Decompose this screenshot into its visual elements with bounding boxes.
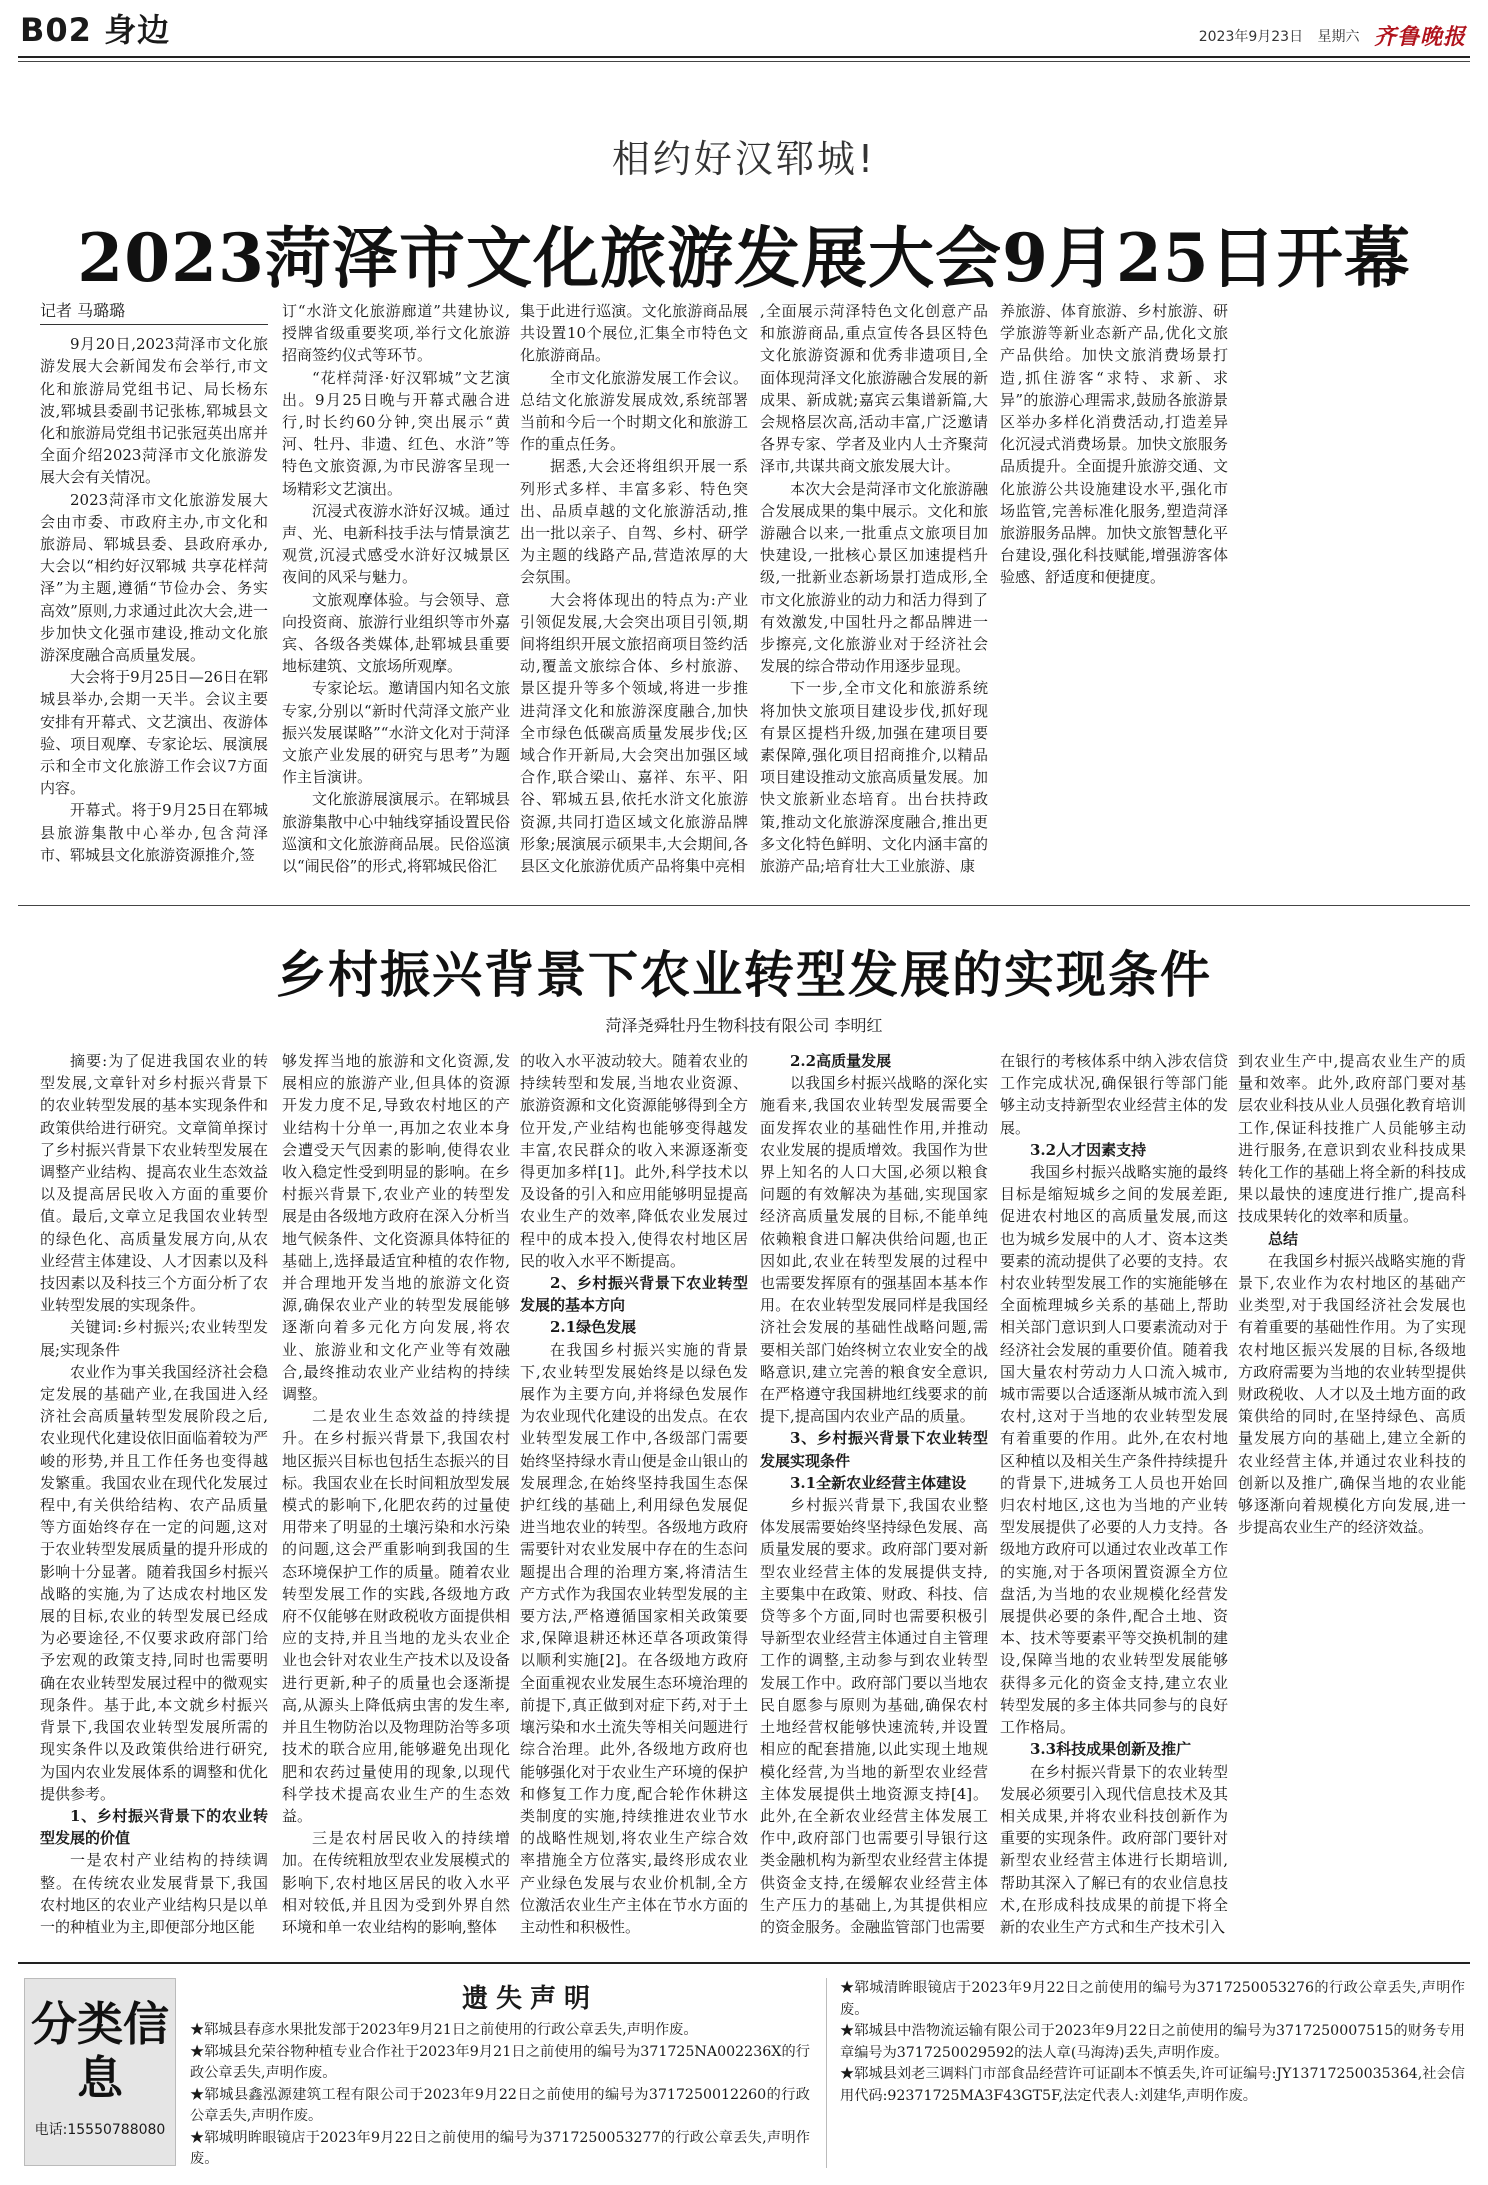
notice-item: ★郓城县允荣谷物种植专业合作社于2023年9月21日之前使用的编号为371725NA002236X的行政公章丢失,声明作废。 xyxy=(190,2043,810,2081)
lost-notice-title: 遗失声明 xyxy=(461,1984,598,2014)
header-rule xyxy=(18,56,1470,58)
issue-weekday: 星期六 xyxy=(1317,29,1360,45)
article1-paragraph: 专家论坛。邀请国内知名文旅专家,分别以“新时代菏泽文旅产业振兴发展谋略”“水浒文化对于菏泽文旅产业发展的研究与思考”为题作主旨演讲。 xyxy=(282,679,510,787)
notice-column-left xyxy=(190,2020,810,2171)
article2-subheading: 3.3科技成果创新及推广 xyxy=(1030,1740,1192,1759)
notice-item: ★郓城县中浩物流运输有限公司于2023年9月22日之前使用的编号为3717250007515的财务专用章编号为3717250029592的法人章(马海涛)丢失,声明作废。 xyxy=(840,2023,1465,2061)
classifieds-title: 分类信息 xyxy=(31,1997,169,2105)
article2-paragraph-cont: 在银行的考核体系中纳入涉农信贷工作完成状况,确保银行等部门能够主动支持新型农业经营主体的发展。 xyxy=(1000,1052,1228,1137)
article2-subheading: 3.2人才因素支持 xyxy=(1030,1140,1147,1159)
article1-kicker: 相约好汉郓城! xyxy=(611,137,877,181)
article2-paragraph: 农业作为事关我国经济社会稳定发展的基础产业,在我国进入经济社会高质量转型发展阶段之后,农业现代化建设依旧面临着较为严峻的形势,并且工作任务也变得越发繁重。我国农业在现代化发展过程中,有关供给结构、农产品质量等方面始终存在一定的问题,这对于农业转型发展质量的提升形成的影响十分显著。随着我国乡村振兴战略的实施,为了达成农村地区发展的目标,农业的转型发展已经成为必要途径,不仅要求政府部门给予宏观的政策支持,同时也需要明确在农业转型发展过程中的微观实现条件。基于此,本文就乡村振兴背景下,我国农业转型发展所需的现实条件以及政策供给进行研究,为国内农业发展体系的调整和优化提供参考。 xyxy=(40,1362,268,1803)
text-column xyxy=(1000,1050,1228,1950)
article1-paragraph: 大会将于9月25日—26日在郓城县举办,会期一天半。会议主要安排有开幕式、文艺演出、夜游体验、项目观摩、专家论坛、展演展示和全市文化旅游工作会议7方面内容。 xyxy=(40,668,268,798)
article2-paragraph: 关键词:乡村振兴;农业转型发展;实现条件 xyxy=(40,1318,268,1359)
article1-paragraph: 本次大会是菏泽市文化旅游融合发展成果的集中展示。文化和旅游融合以来,一批重点文旅项目加快建设,一批核心景区加速提档升级,一批新业态新场景打造成形,全市文化旅游业的动力和活力得到了有效激发,中国牡丹之都品牌进一步擦亮,文化旅游业对于经济社会发展的综合带动作用逐步显现。 xyxy=(760,479,988,676)
notice-item: ★郓城县春彦水果批发部于2023年9月21日之前使用的行政公章丢失,声明作废。 xyxy=(190,2022,698,2038)
article2-subheading: 3.1全新农业经营主体建设 xyxy=(790,1473,967,1492)
notice-item: ★郓城县刘老三调料门市部食品经营许可证副本不慎丢失,许可证编号:JY13717250035364,社会信用代码:92371725MA3F43GT5F,法定代表人:刘建华,声明作废。 xyxy=(840,2066,1465,2104)
article2-paragraph: 摘要:为了促进我国农业的转型发展,文章针对乡村振兴背景下的农业转型发展的基本实现条件和政策供给进行研究。文章简单探讨了乡村振兴背景下农业转型发展在调整产业结构、提高农业生态效益以及提高居民收入方面的重要价值。最后,文章立足我国农业转型的绿色化、高质量发展方向,从农业经营主体建设、人才因素以及科技因素以及科技三个方面分析了农业转型发展的实现条件。 xyxy=(40,1052,268,1315)
article1-paragraph: 全市文化旅游发展工作会议。总结文化旅游发展成效,系统部署当前和今后一个时期文化和旅游工作的重点任务。 xyxy=(520,368,748,454)
article1-paragraph-cont: 集于此进行巡演。文化旅游商品展共设置10个展位,汇集全市特色文化旅游商品。 xyxy=(520,302,748,365)
article2-headline: 乡村振兴背景下农业转型发展的实现条件 xyxy=(276,945,1212,1004)
article2-paragraph: 以我国乡村振兴战略的深化实施看来,我国农业转型发展需要全面发挥农业的基础性作用,并推动农业发展的提质增效。我国作为世界上知名的人口大国,必须以粮食问题的有效解决为基础,实现国家经济高质量发展的目标,不能单纯依赖粮食进口解决供给问题,也正因如此,农业在转型发展的过程中也需要发挥原有的强基固本基本作用。在农业转型发展同样是我国经济社会发展的基础性战略问题,需要相关部门始终树立农业安全的战略意识,建立完善的粮食安全意识,在严格遵守我国耕地红线要求的前提下,提高国内农业产品的质量。 xyxy=(760,1074,988,1426)
text-column xyxy=(1238,1050,1466,1950)
article1-byline: 记者 马璐璐 xyxy=(40,300,268,325)
article1-paragraph-cont: ,全面展示菏泽特色文化创意产品和旅游商品,重点宣传各县区特色文化旅游资源和优秀非遗项目,全面体现菏泽文化旅游融合发展的新成果、新成就;嘉宾云集谱新篇,大会规格层次高,活动丰富,广泛邀请各界专家、学者及业内人士齐聚菏泽市,共谋共商文旅发展大计。 xyxy=(760,302,988,476)
text-column xyxy=(520,1050,748,1950)
notice-column-right xyxy=(840,1978,1465,2107)
article2-paragraph: 乡村振兴背景下,我国农业整体发展需要始终坚持绿色发展、高质量发展的要求。政府部门要对新型农业经营主体的发展提供支持,主要集中在政策、财政、科技、信贷等多个方面,同时也需要积极引导新型农业经营主体通过自主管理工作的调整,主动参与到农业转型发展工作中。政府部门要以当地农民自愿参与原则为基础,确保农村土地经营权能够快速流转,并设置相应的配套措施,以此实现土地规模化经营,为当地的新型农业经营主体发展提供土地资源支持[4]。此外,在全新农业经营主体发展工作中,政府部门也需要引导银行这类金融机构为新型农业经营主体提供资金支持,在缓解农业经营主体生产压力的基础上,为其提供相应的资金服务。金融监管部门也需要 xyxy=(760,1496,988,1936)
article1-paragraph: 9月20日,2023菏泽市文化旅游发展大会新闻发布会举行,市文化和旅游局党组书记、局长杨东波,郓城县委副书记张栋,郓城县文化和旅游局党组书记张冠英出席并全面介绍2023菏泽市文化旅游发展大会有关情况。 xyxy=(40,335,268,487)
article-divider xyxy=(18,905,1470,906)
section-label: B02 身边 xyxy=(20,11,171,49)
article2-subheading: 总结 xyxy=(1268,1229,1299,1248)
article1-paragraph: 开幕式。将于9月25日在郓城县旅游集散中心举办,包含菏泽市、郓城县文化旅游资源推介,签 xyxy=(40,801,268,864)
notice-item: ★郓城明眸眼镜店于2023年9月22日之前使用的编号为3717250053277的行政公章丢失,声明作废。 xyxy=(190,2129,810,2167)
text-column xyxy=(40,300,268,878)
article1-paragraph: 大会将体现出的特点为:产业引领促发展,大会突出项目引领,期间将组织开展文旅招商项目签约活动,覆盖文旅综合体、乡村旅游、景区提升等多个领域,将进一步推进菏泽文化和旅游深度融合,加快全市绿色低碳高质量发展步伐;区域合作开新局,大会突出加强区域合作,联合梁山、嘉祥、东平、阳谷、郓城五县,依托水浒文化旅游资源,共同打造区域文化旅游品牌形象;展演展示硕果丰,大会期间,各县区文化旅游优质产品将集中亮相 xyxy=(520,590,748,876)
article1-paragraph: 据悉,大会还将组织开展一系列形式多样、丰富多彩、特色突出、品质卓越的文化旅游活动,推出一批以亲子、自驾、乡村、研学为主题的线路产品,营造浓厚的大会氛围。 xyxy=(520,457,748,587)
article2-subheading: 1、乡村振兴背景下的农业转型发展的价值 xyxy=(40,1806,268,1848)
text-column xyxy=(760,1050,988,1950)
article2-subheading: 3、乡村振兴背景下农业转型发展实现条件 xyxy=(760,1429,988,1470)
article2-subheading: 2.1绿色发展 xyxy=(550,1318,637,1337)
article2-paragraph: 在我国乡村振兴实施的背景下,农业转型发展始终是以绿色发展作为主要方向,并将绿色发展作为农业现代化建设的出发点。在农业转型发展工作中,各级部门需要始终坚持绿水青山便是金山银山的发展理念,在始终坚持我国生态保护红线的基础上,利用绿色发展促进当地农业的转型。各级地方政府需要针对农业发展中存在的生态问题提出合理的治理方案,将清洁生产方式作为我国农业转型发展的主要方法,严格遵循国家相关政策要求,保障退耕还林还草各项政策得以顺利实施[2]。在各级地方政府全面重视农业发展生态环境治理的前提下,真正做到对症下药,对于土壤污染和水土流失等相关问题进行综合治理。此外,各级地方政府也能够强化对于农业生产环境的保护和修复工作力度,配合轮作休耕这类制度的实施,持续推进农业节水的战略性规划,将农业生产综合效率措施全方位落实,最终形成农业产业绿色发展与农业价机制,全方位激活农业生产主体在节水方面的主动性和积极性。 xyxy=(520,1340,748,1936)
issue-date: 2023年9月23日 xyxy=(1198,29,1304,45)
article2-subheading: 2、乡村振兴背景下农业转型发展的基本方向 xyxy=(520,1274,748,1315)
newspaper-logo: 齐鲁晚报 xyxy=(1373,24,1466,50)
article1-paragraph: 2023菏泽市文化旅游发展大会由市委、市政府主办,市文化和旅游局、郓城县委、县政府承办,大会以“相约好汉郓城 共享花样菏泽”为主题,遵循“节俭办会、务实高效”原则,力求通过此次大会,进一步加快文化强市建设,推动文化旅游深度融合高质量发展。 xyxy=(40,490,268,665)
article2-paragraph: 二是农业生态效益的持续提升。在乡村振兴背景下,我国农村地区振兴目标也包括生态振兴的目标。我国农业在长时间粗放型发展模式的影响下,化肥农药的过量使用带来了明显的土壤污染和水污染的问题,这会严重影响到我国的生态环境保护工作的质量。随着农业转型发展工作的实践,各级地方政府不仅能够在财政税收方面提供相应的支持,并且当地的龙头农业企业也会针对农业生产技术以及设备进行更新,种子的质量也会逐渐提高,从源头上降低病虫害的发生率,并且生物防治以及物理防治等多项技术的联合应用,能够避免出现化肥和农药过量使用的现象,以现代科学技术提高农业生产的生态效益。 xyxy=(282,1407,510,1825)
article1-paragraph-cont: 订“水浒文化旅游廊道”共建协议,授牌省级重要奖项,举行文化旅游招商签约仪式等环节。 xyxy=(282,302,510,365)
article2-paragraph: 一是农村产业结构的持续调整。在传统农业发展背景下,我国农村地区的农业产业结构只是以单一的种植业为主,即便部分地区能 xyxy=(40,1851,268,1936)
text-column xyxy=(1238,300,1466,878)
article2-paragraph-cont: 的收入水平波动较大。随着农业的持续转型和发展,当地农业资源、旅游资源和文化资源能够得到全方位开发,产业结构也能够变得越发丰富,农民群众的收入来源逐渐变得更加多样[1]。此外,科学技术以及设备的引入和应用能够明显提高农业生产的效率,降低农业发展过程中的成本投入,使得农村地区居民的收入水平不断提高。 xyxy=(520,1052,748,1270)
text-column xyxy=(282,300,510,878)
article2-paragraph: 在我国乡村振兴战略实施的背景下,农业作为农村地区的基础产业类型,对于我国经济社会发展也有着重要的基础性作用。为了实现农村地区振兴发展的目标,各级地方政府需要为当地的农业转型提供财政税收、人才以及土地方面的政策供给的同时,在坚持绿色、高质量发展方向的基础上,建立全新的农业经营主体,并通过农业科技的创新以及推广,确保当地的农业能够逐渐向着规模化方向发展,进一步提高农业生产的经济效益。 xyxy=(1238,1251,1466,1537)
classifieds-rule xyxy=(18,1962,1470,1964)
classifieds-box xyxy=(24,1978,176,2166)
article1-paragraph: 下一步,全市文化和旅游系统将加快文旅项目建设步伐,抓好现有景区提档升级,加强在建项目要素保障,强化项目招商推介,以精品项目建设推动文旅高质量发展。加快文旅新业态培育。出台扶持政策,推动文化旅游深度融合,推出更多文化特色鲜明、文化内涵丰富的旅游产品;培育壮大工业旅游、康 xyxy=(760,679,988,876)
article2-paragraph-cont: 到农业生产中,提高农业生产的质量和效率。此外,政府部门要对基层农业科技从业人员强化教育培训工作,保证科技推广人员能够主动进行服务,在意识到农业科技成果转化工作的基础上将全新的科技成果以最快的速度进行推广,提高科技成果转化的效率和质量。 xyxy=(1238,1052,1466,1226)
article2-paragraph: 三是农村居民收入的持续增加。在传统粗放型农业发展模式的影响下,农村地区居民的收入水平相对较低,并且因为受到外界自然环境和单一农业结构的影响,整体 xyxy=(282,1829,510,1936)
article2-paragraph: 在乡村振兴背景下的农业转型发展必须要引入现代信息技术及其相关成果,并将农业科技创新作为重要的实现条件。政府部门要针对新型农业经营主体进行长期培训,帮助其深入了解已有的农业信息技术,在形成科技成果的前提下将全新的农业生产方式和生产技术引入 xyxy=(1000,1762,1228,1936)
article2-paragraph-cont: 够发挥当地的旅游和文化资源,发展相应的旅游产业,但具体的资源开发力度不足,导致农村地区的产业结构十分单一,再加之农业本身会遭受天气因素的影响,使得农业收入稳定性受到明显的影响。在乡村振兴背景下,农业产业的转型发展是由各级地方政府在深入分析当地气候条件、文化资源具体特征的基础上,选择最适宜种植的农作物,并合理地开发当地的旅游文化资源,确保农业产业的转型发展能够逐渐向着多元化方向发展,将农业、旅游业和文化产业等有效融合,最终推动农业产业结构的持续调整。 xyxy=(282,1052,510,1404)
dateline xyxy=(1199,20,1466,51)
text-column xyxy=(760,300,988,878)
header-rule-thin xyxy=(18,61,1470,62)
classifieds-phone: 电话:15550788080 xyxy=(34,2122,166,2138)
article1-paragraph: 文化旅游展演展示。在郓城县旅游集散中心中轴线穿插设置民俗巡演和文化旅游商品展。民俗巡演以“闹民俗”的形式,将郓城民俗汇 xyxy=(282,790,510,876)
article1-paragraph: “花样菏泽·好汉郓城”文艺演出。9月25日晚与开幕式融合进行,时长约60分钟,突出展示“黄河、牡丹、非遗、红色、水浒”等特色文旅资源,为市民游客呈现一场精彩文艺演出。 xyxy=(282,368,510,498)
text-column xyxy=(282,1050,510,1950)
text-column xyxy=(520,300,748,878)
article2-author: 菏泽尧舜牡丹生物科技有限公司 李明红 xyxy=(605,1016,883,1035)
article2-subheading: 2.2高质量发展 xyxy=(790,1052,892,1070)
article1-paragraph: 文旅观摩体验。与会领导、意向投资商、旅游行业组织等市外嘉宾、各级各类媒体,赴郓城县重要地标建筑、文旅场所观摩。 xyxy=(282,590,510,676)
article1-paragraph: 沉浸式夜游水浒好汉城。通过声、光、电新科技手法与情景演艺观赏,沉浸式感受水浒好汉城景区夜间的风采与魅力。 xyxy=(282,501,510,587)
column-separator xyxy=(826,1978,827,2168)
article1-paragraph-cont: 养旅游、体育旅游、乡村旅游、研学旅游等新业态新产品,优化文旅产品供给。加快文旅消费场景打造,抓住游客“求特、求新、求异”的旅游心理需求,鼓励各旅游景区举办多样化消费活动,打造差异化沉浸式消费场景。加快文旅服务品质提升。全面提升旅游交通、文化旅游公共设施建设水平,强化市场监管,完善标准化服务,塑造菏泽旅游服务品牌。加快文旅智慧化平台建设,强化科技赋能,增强游客体验感、舒适度和便捷度。 xyxy=(1000,302,1228,587)
article2-paragraph: 我国乡村振兴战略实施的最终目标是缩短城乡之间的发展差距,促进农村地区的高质量发展,而这也为城乡发展中的人才、资本这类要素的流动提供了必要的支持。农村农业转型发展工作的实施能够在全面梳理城乡关系的基础上,帮助相关部门意识到人口要素流动对于经济社会发展的重要价值。随着我国大量农村劳动力人口流入城市,城市需要以合适逐渐从城市流入到农村,这对于当地的农业转型发展有着重要的作用。此外,在农村地区种植以及相关生产条件持续提升的背景下,进城务工人员也开始回归农村地区,这也为当地的产业转型发展提供了必要的人力支持。各级地方政府可以通过农业改革工作的实施,对于各项闲置资源全方位盘活,为当地的农业规模化经营发展提供必要的条件,配合土地、资本、技术等要素平等交换机制的建设,保障当地的农业转型发展能够获得多元化的资金支持,建立农业转型发展的多主体共同参与的良好工作格局。 xyxy=(1000,1163,1228,1737)
notice-item: ★郓城清眸眼镜店于2023年9月22日之前使用的编号为3717250053276的行政公章丢失,声明作废。 xyxy=(840,1980,1465,2018)
article1-headline: 2023菏泽市文化旅游发展大会9月25日开幕 xyxy=(77,219,1411,297)
notice-item: ★郓城县鑫泓源建筑工程有限公司于2023年9月22日之前使用的编号为3717250012260的行政公章丢失,声明作废。 xyxy=(190,2086,810,2124)
text-column xyxy=(40,1050,268,1950)
text-column xyxy=(1000,300,1228,878)
